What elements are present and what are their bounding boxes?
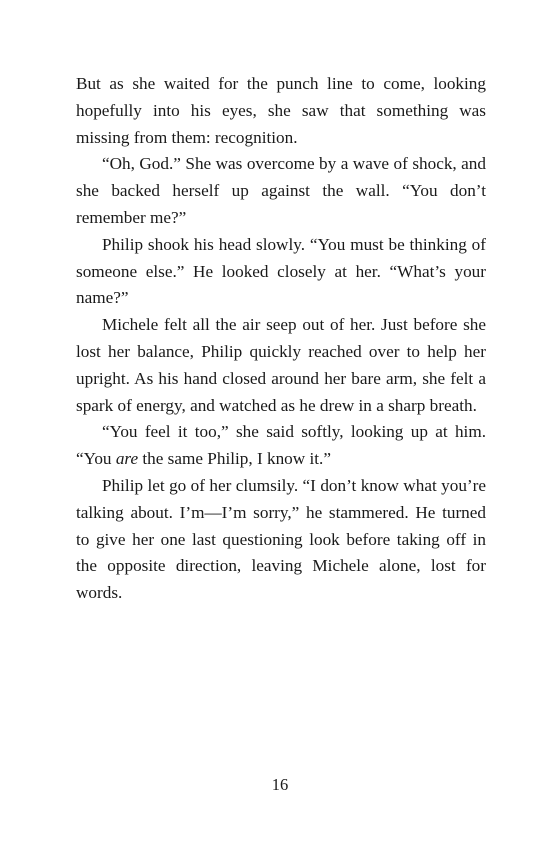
paragraph-6: Philip let go of her clumsily. “I don’t know what you’re talking about. I’m—I’m sorry,” he stammered. He turned to give her one last questioning look before taking off in the opposite direction, leaving Michele alone, lost for words. <box>76 475 486 603</box>
paragraph-2: “Oh, God.” She was overcome by a wave of shock, and she backed herself up against the wall. “You don’t remember me?” <box>76 154 486 227</box>
page-number: 16 <box>271 775 289 794</box>
paragraph-1: But as she waited for the punch line to come, looking hopefully into his eyes, she saw that something was missing from them: recognition. <box>76 74 486 147</box>
paragraph-5-end: the same Philip, I know it.” <box>138 449 331 469</box>
paragraph-5-start: “You feel it too,” she said softly, looking up at him. “You <box>76 422 486 469</box>
paragraph-5-italic: are <box>115 449 139 469</box>
paragraph-3: Philip shook his head slowly. “You must be thinking of someone else.” He looked closely at her. “What’s your name?” <box>76 234 486 308</box>
paragraph-4: Michele felt all the air seep out of her. Just before she lost her balance, Philip quickly reached over to help her upright. As his hand closed around her bare arm, she felt a spark of energy, and watched as he drew in a sharp breath. <box>76 315 486 415</box>
body-text <box>76 71 486 607</box>
paragraph-5 <box>76 419 486 473</box>
